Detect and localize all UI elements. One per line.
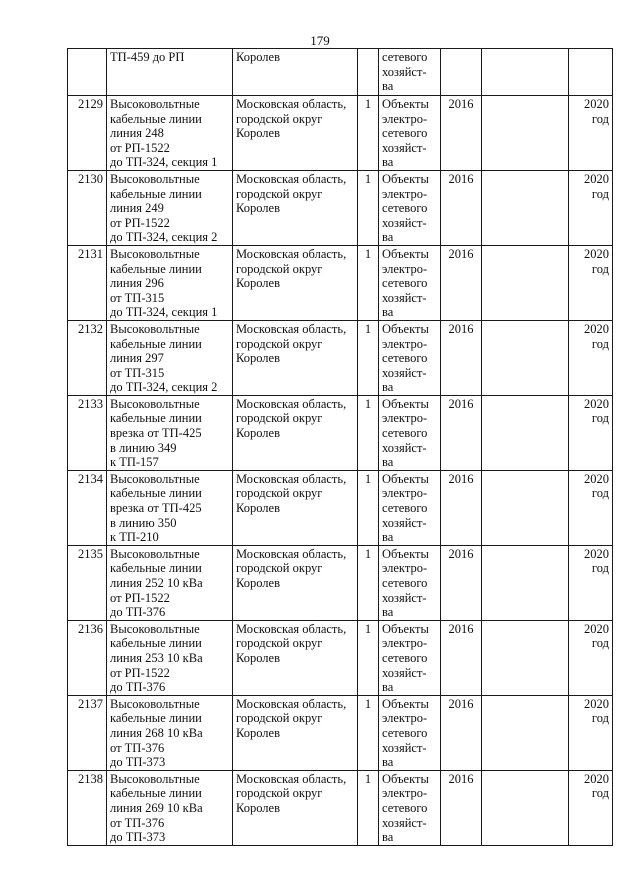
object-type-line: хозяйст-: [382, 64, 427, 79]
cell-quantity: [358, 545, 379, 620]
cell-object-type-line: хозяйст-: [382, 140, 427, 155]
cell-year: [441, 170, 482, 245]
cell-quantity-value: 1: [364, 97, 372, 111]
cell-object-name-line: Высоковольтные: [110, 546, 200, 561]
cell-quantity-value: 1: [364, 321, 372, 336]
object-type-line: сетевого: [382, 50, 428, 64]
cell-deadline-line: год: [591, 486, 609, 501]
cell-object-name-line: кабельные линии: [110, 261, 202, 276]
cell-object-name-line: в линию 350: [110, 515, 177, 530]
cell-object-type-line: ва: [382, 455, 394, 470]
cell-object-type-line: Объекты: [382, 471, 429, 486]
cell-object-type-line: электро-: [382, 636, 428, 651]
cell-object-name-line: Высоковольтные: [110, 621, 200, 636]
cell-object-type-line: ва: [382, 605, 394, 620]
cell-object-type: [379, 395, 441, 470]
cell-object-type-line: ва: [382, 680, 394, 695]
cell-object-type: [379, 245, 441, 320]
cell-object-name-line: врезка от ТП-425: [110, 501, 202, 516]
cell-object-type-line: хозяйст-: [382, 740, 427, 755]
cell-extra: [482, 170, 569, 245]
cell-location-line: Московская область,: [236, 471, 347, 486]
cell-object-type-line: сетевого: [382, 276, 428, 291]
cell-object-name-line: от РП-1522: [110, 590, 170, 605]
cell-object-name-line: линия 297: [110, 351, 164, 366]
cell-location-line: городской округ: [236, 636, 323, 651]
cell-location: [233, 320, 358, 395]
cell-object-name: [107, 770, 233, 845]
cell-deadline: [569, 545, 613, 620]
cell-location: [233, 620, 358, 695]
cell-object-name-line: линия 248: [110, 126, 164, 141]
cell-object-name-line: Высоковольтные: [110, 246, 200, 261]
cell-object-name-line: до ТП-376: [110, 680, 166, 695]
cell-number: [68, 96, 107, 171]
cell-object-name-line: кабельные линии: [110, 561, 202, 576]
cell-year-value: 2016: [448, 696, 474, 711]
cell-location-line: Московская область,: [236, 696, 347, 711]
cell-location-line: Московская область,: [236, 546, 347, 561]
cell-number-value: 2132: [78, 321, 103, 336]
cell-object-name-line: от ТП-376: [110, 815, 165, 830]
cell-number: [68, 170, 107, 245]
table-row: [68, 395, 613, 470]
cell-object-name-line: от ТП-315: [110, 290, 165, 305]
cell-object-type: [379, 545, 441, 620]
cell-object-name-line: кабельные линии: [110, 711, 202, 726]
cell-location-line: Московская область,: [236, 246, 347, 261]
cell-location-line: городской округ: [236, 561, 323, 576]
cell-deadline: [569, 245, 613, 320]
cell-object-type-line: ва: [382, 380, 394, 395]
cell-deadline: [569, 49, 613, 96]
cell-quantity: [358, 695, 379, 770]
cell-quantity: [358, 49, 379, 96]
cell-extra: [482, 695, 569, 770]
cell-year: [441, 695, 482, 770]
cell-deadline-line: 2020: [584, 621, 609, 636]
cell-object-type-line: хозяйст-: [382, 815, 427, 830]
cell-object-name-line: кабельные линии: [110, 486, 202, 501]
cell-year: [441, 49, 482, 96]
cell-object-type-line: хозяйст-: [382, 590, 427, 605]
cell-object-type: [379, 620, 441, 695]
cell-location-line: Королев: [236, 276, 280, 291]
table-row: [68, 695, 613, 770]
cell-extra: [482, 395, 569, 470]
table-row: [68, 245, 613, 320]
cell-object-name-line: до ТП-373: [110, 830, 166, 845]
cell-object-type: [379, 49, 441, 96]
cell-location-line: городской округ: [236, 186, 323, 201]
cell-number: [68, 470, 107, 545]
cell-deadline: [569, 320, 613, 395]
cell-location: [233, 395, 358, 470]
cell-object-type-line: электро-: [382, 711, 428, 726]
cell-object-type-line: сетевого: [382, 126, 428, 141]
cell-object-type-line: ва: [382, 830, 394, 845]
cell-object-name-line: кабельные линии: [110, 111, 202, 126]
cell-quantity: [358, 320, 379, 395]
cell-object-name-line: от РП-1522: [110, 140, 170, 155]
cell-deadline: [569, 96, 613, 171]
cell-object-name-line: врезка от ТП-425: [110, 426, 202, 441]
cell-object-type-line: электро-: [382, 261, 428, 276]
cell-object-type-line: электро-: [382, 561, 428, 576]
cell-extra: [482, 620, 569, 695]
cell-number-value: 2131: [78, 246, 103, 261]
cell-deadline: [569, 470, 613, 545]
cell-object-type: [379, 320, 441, 395]
table-row-continuation: [68, 49, 613, 96]
cell-object-name: [107, 620, 233, 695]
cell-object-name: [107, 245, 233, 320]
table-row: [68, 620, 613, 695]
cell-extra: [482, 470, 569, 545]
cell-object-type-line: хозяйст-: [382, 290, 427, 305]
cell-object-name-line: кабельные линии: [110, 636, 202, 651]
cell-deadline-line: 2020: [584, 396, 609, 411]
cell-extra: [482, 545, 569, 620]
cell-object-name-line: к ТП-210: [110, 530, 159, 545]
cell-object-type-line: Объекты: [382, 246, 429, 261]
cell-year-value: 2016: [448, 621, 474, 636]
cell-object-name-line: кабельные линии: [110, 411, 202, 426]
cell-quantity: [358, 470, 379, 545]
cell-location: [233, 695, 358, 770]
cell-object-name-line: линия 268 10 кВа: [110, 725, 203, 740]
cell-location-line: Королев: [236, 800, 280, 815]
cell-location: [233, 245, 358, 320]
cell-object-name-line: до ТП-324, секция 2: [110, 380, 218, 395]
cell-year-value: 2016: [448, 771, 474, 786]
cell-object-type-line: хозяйст-: [382, 215, 427, 230]
cell-number-value: 2133: [78, 396, 103, 411]
table-row: [68, 320, 613, 395]
cell-deadline-line: год: [591, 336, 609, 351]
cell-object-type-line: сетевого: [382, 351, 428, 366]
cell-location: [233, 545, 358, 620]
cell-object-name-line: в линию 349: [110, 440, 177, 455]
cell-extra: [482, 770, 569, 845]
cell-deadline: [569, 620, 613, 695]
cell-year: [441, 245, 482, 320]
cell-object-type-line: электро-: [382, 411, 428, 426]
cell-location-line: Королев: [236, 126, 280, 141]
page-number: 179: [310, 33, 330, 48]
cell-object-name-line: линия 252 10 кВа: [110, 576, 203, 590]
cell-object-type: [379, 96, 441, 171]
cell-object-type-line: Объекты: [382, 696, 429, 711]
cell-quantity-value: 1: [364, 696, 372, 711]
cell-object-type-line: электро-: [382, 786, 428, 801]
cell-object-name-line: кабельные линии: [110, 786, 202, 801]
cell-object-name-line: к ТП-157: [110, 455, 159, 470]
cell-object-name-line: Высоковольтные: [110, 171, 200, 186]
cell-number-value: 2136: [78, 621, 103, 636]
cell-year-value: 2016: [448, 246, 474, 261]
cell-object-type-line: хозяйст-: [382, 365, 427, 380]
table-row: [68, 170, 613, 245]
cell-deadline-line: 2020: [584, 246, 609, 261]
cell-object-type-line: Объекты: [382, 546, 429, 561]
cell-object-name: [107, 49, 233, 96]
cell-object-name-line: Высоковольтные: [110, 771, 200, 786]
table-row: [68, 545, 613, 620]
cell-quantity-value: 1: [364, 471, 372, 486]
cell-quantity-value: 1: [364, 246, 372, 261]
cell-object-type-line: сетевого: [382, 201, 428, 216]
cell-object-type-line: Объекты: [382, 321, 429, 336]
cell-object-name-line: до ТП-324, секция 2: [110, 230, 218, 245]
cell-object-name-line: от ТП-315: [110, 365, 165, 380]
cell-number: [68, 395, 107, 470]
object-name-line: ТП-459 до РП: [110, 50, 185, 64]
cell-number: [68, 620, 107, 695]
cell-object-type-line: ва: [382, 230, 394, 245]
cell-location-line: городской округ: [236, 486, 323, 501]
cell-deadline-line: 2020: [584, 97, 609, 111]
cell-object-name-line: Высоковольтные: [110, 471, 200, 486]
cell-location-line: Королев: [236, 725, 280, 740]
cell-deadline-line: год: [591, 711, 609, 726]
cell-quantity: [358, 395, 379, 470]
cell-object-type-line: электро-: [382, 336, 428, 351]
cell-object-type-line: сетевого: [382, 501, 428, 516]
cell-year-value: 2016: [448, 97, 474, 111]
cell-object-type-line: сетевого: [382, 426, 428, 441]
cell-object-name-line: Высоковольтные: [110, 321, 200, 336]
cell-location-line: Королев: [236, 201, 280, 216]
cell-object-type: [379, 695, 441, 770]
cell-location-line: городской округ: [236, 336, 323, 351]
cell-object-name-line: от ТП-376: [110, 740, 165, 755]
cell-object-type: [379, 770, 441, 845]
cell-object-name-line: Высоковольтные: [110, 696, 200, 711]
cell-object-name-line: кабельные линии: [110, 336, 202, 351]
cell-location-line: Московская область,: [236, 396, 347, 411]
cell-quantity-value: 1: [364, 771, 372, 786]
cell-deadline: [569, 770, 613, 845]
cell-extra: [482, 49, 569, 96]
table-row: [68, 770, 613, 845]
cell-location-line: Московская область,: [236, 171, 347, 186]
cell-extra: [482, 245, 569, 320]
cell-location-line: городской округ: [236, 711, 323, 726]
cell-location-line: городской округ: [236, 111, 323, 126]
cell-object-name-line: линия 296: [110, 276, 164, 291]
cell-number-value: 2134: [78, 471, 103, 486]
cell-deadline-line: 2020: [584, 321, 609, 336]
cell-year: [441, 320, 482, 395]
cell-object-name-line: от РП-1522: [110, 665, 170, 680]
cell-location-line: городской округ: [236, 261, 323, 276]
cell-object-type-line: ва: [382, 155, 394, 170]
cell-year: [441, 770, 482, 845]
cell-number: [68, 49, 107, 96]
cell-deadline: [569, 395, 613, 470]
cell-object-name: [107, 545, 233, 620]
cell-year: [441, 545, 482, 620]
cell-deadline-line: год: [591, 111, 609, 126]
cell-location: [233, 49, 358, 96]
cell-deadline-line: год: [591, 636, 609, 651]
cell-object-name-line: Высоковольтные: [110, 97, 200, 111]
cell-number: [68, 545, 107, 620]
cell-deadline-line: год: [591, 261, 609, 276]
cell-quantity-value: 1: [364, 621, 372, 636]
cell-object-name: [107, 395, 233, 470]
cell-quantity: [358, 170, 379, 245]
location-line: Королев: [236, 50, 280, 64]
cell-object-name-line: Высоковольтные: [110, 396, 200, 411]
cell-quantity-value: 1: [364, 396, 372, 411]
cell-year: [441, 96, 482, 171]
cell-object-type-line: электро-: [382, 486, 428, 501]
cell-number-value: 2135: [78, 546, 103, 561]
cell-location-line: Королев: [236, 650, 280, 665]
cell-deadline-line: 2020: [584, 696, 609, 711]
property-registry-table: [67, 48, 613, 846]
cell-year-value: 2016: [448, 546, 474, 561]
cell-deadline: [569, 695, 613, 770]
table-row: [68, 470, 613, 545]
cell-object-type-line: хозяйст-: [382, 440, 427, 455]
cell-object-name-line: кабельные линии: [110, 186, 202, 201]
cell-deadline-line: год: [591, 411, 609, 426]
cell-location: [233, 470, 358, 545]
cell-object-type-line: Объекты: [382, 171, 429, 186]
cell-object-type-line: ва: [382, 755, 394, 770]
cell-quantity: [358, 620, 379, 695]
cell-object-type-line: электро-: [382, 111, 428, 126]
cell-object-name: [107, 470, 233, 545]
cell-quantity: [358, 770, 379, 845]
cell-number-value: 2130: [78, 171, 103, 186]
cell-object-type-line: Объекты: [382, 771, 429, 786]
cell-quantity-value: 1: [364, 546, 372, 561]
cell-location: [233, 770, 358, 845]
cell-object-type: [379, 170, 441, 245]
cell-object-name-line: линия 249: [110, 201, 164, 216]
cell-object-type-line: хозяйст-: [382, 665, 427, 680]
cell-object-name-line: до ТП-324, секция 1: [110, 155, 218, 170]
cell-number: [68, 245, 107, 320]
cell-location: [233, 170, 358, 245]
cell-object-name-line: до ТП-373: [110, 755, 166, 770]
cell-location-line: городской округ: [236, 411, 323, 426]
cell-deadline-line: 2020: [584, 771, 609, 786]
cell-object-type-line: сетевого: [382, 800, 428, 815]
cell-number: [68, 695, 107, 770]
cell-object-type-line: ва: [382, 305, 394, 320]
cell-year-value: 2016: [448, 471, 474, 486]
cell-location-line: Королев: [236, 501, 280, 516]
cell-number-value: 2138: [78, 771, 103, 786]
object-type-line: ва: [382, 79, 394, 94]
cell-year: [441, 470, 482, 545]
cell-year: [441, 620, 482, 695]
cell-number-value: 2129: [78, 97, 103, 111]
cell-object-name-line: до ТП-324, секция 1: [110, 305, 218, 320]
cell-object-type-line: ва: [382, 530, 394, 545]
cell-object-type-line: хозяйст-: [382, 515, 427, 530]
cell-deadline-line: 2020: [584, 546, 609, 561]
cell-deadline-line: год: [591, 561, 609, 576]
cell-object-name: [107, 96, 233, 171]
cell-deadline-line: 2020: [584, 171, 609, 186]
cell-quantity: [358, 96, 379, 171]
table-row: [68, 96, 613, 171]
cell-deadline-line: 2020: [584, 471, 609, 486]
cell-object-name: [107, 695, 233, 770]
cell-location-line: Московская область,: [236, 771, 347, 786]
cell-year-value: 2016: [448, 396, 474, 411]
cell-location-line: Королев: [236, 426, 280, 441]
cell-object-name-line: от РП-1522: [110, 215, 170, 230]
cell-quantity: [358, 245, 379, 320]
cell-object-type: [379, 470, 441, 545]
cell-location-line: Московская область,: [236, 321, 347, 336]
cell-object-type-line: Объекты: [382, 97, 429, 111]
cell-object-name: [107, 320, 233, 395]
cell-location-line: городской округ: [236, 786, 323, 801]
cell-object-type-line: сетевого: [382, 650, 428, 665]
cell-year-value: 2016: [448, 171, 474, 186]
cell-location-line: Королев: [236, 351, 280, 366]
cell-deadline: [569, 170, 613, 245]
cell-object-type-line: Объекты: [382, 396, 429, 411]
cell-object-type-line: Объекты: [382, 621, 429, 636]
cell-object-type-line: сетевого: [382, 725, 428, 740]
cell-object-name: [107, 170, 233, 245]
cell-year: [441, 395, 482, 470]
cell-object-type-line: сетевого: [382, 576, 428, 590]
registry-body: [68, 49, 613, 846]
cell-number-value: 2137: [78, 696, 103, 711]
cell-extra: [482, 320, 569, 395]
cell-location-line: Королев: [236, 576, 280, 590]
cell-object-name-line: линия 269 10 кВа: [110, 800, 203, 815]
cell-extra: [482, 96, 569, 171]
cell-deadline-line: год: [591, 786, 609, 801]
cell-year-value: 2016: [448, 321, 474, 336]
cell-object-name-line: до ТП-376: [110, 605, 166, 620]
cell-number: [68, 320, 107, 395]
cell-object-name-line: линия 253 10 кВа: [110, 650, 203, 665]
cell-object-type-line: электро-: [382, 186, 428, 201]
cell-location-line: Московская область,: [236, 621, 347, 636]
cell-location-line: Московская область,: [236, 97, 347, 111]
cell-number: [68, 770, 107, 845]
cell-quantity-value: 1: [364, 171, 372, 186]
cell-location: [233, 96, 358, 171]
cell-deadline-line: год: [591, 186, 609, 201]
